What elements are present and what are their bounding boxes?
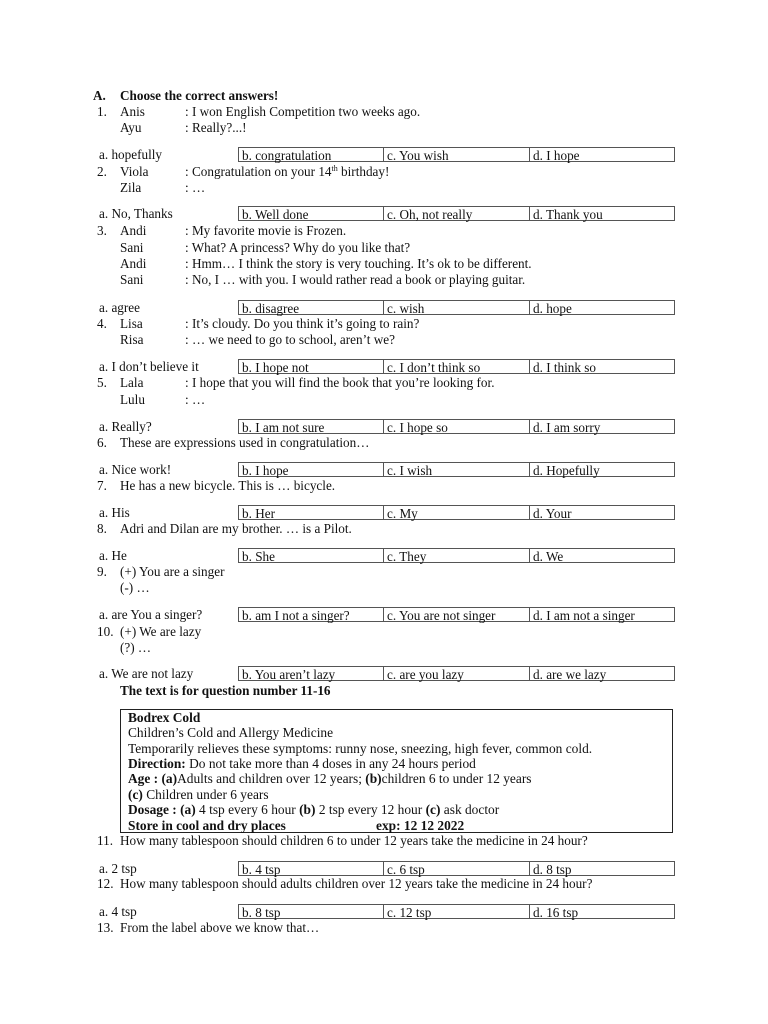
option-c[interactable]: c. I hope so	[384, 419, 530, 434]
option-c[interactable]: c. 12 tsp	[384, 904, 530, 919]
option-b[interactable]: b. I hope not	[238, 359, 384, 374]
option-d[interactable]: d. 16 tsp	[530, 904, 675, 919]
option-b[interactable]: b. I hope	[238, 462, 384, 477]
label-direction	[128, 756, 476, 772]
option-d[interactable]: d. Your	[530, 505, 675, 520]
dosage-b-text: 2 tsp every 12 hour	[315, 802, 426, 817]
speaker-name: Lisa	[120, 316, 143, 331]
medicine-label-box	[120, 709, 673, 833]
direction-label: Direction:	[128, 756, 186, 771]
label-age-c	[128, 787, 269, 803]
option-c[interactable]: c. are you lazy	[384, 666, 530, 681]
option-a[interactable]: a. Nice work!	[99, 462, 172, 477]
question-text: (+) You are a singer	[120, 564, 225, 579]
text-intro: The text is for question number 11-16	[120, 683, 331, 698]
option-b[interactable]: b. Her	[238, 505, 384, 520]
age-b-text: children 6 to under 12 years	[381, 771, 532, 786]
option-b[interactable]: b. congratulation	[238, 147, 384, 162]
label-dosage	[128, 802, 499, 818]
option-a[interactable]: a. 4 tsp	[99, 904, 137, 919]
option-d[interactable]: d. I hope	[530, 147, 675, 162]
question-number: 11.	[97, 833, 113, 848]
option-d[interactable]: d. hope	[530, 300, 675, 315]
question-number: 6.	[97, 435, 107, 450]
dialogue-text-pre: : Congratulation on your 14	[185, 164, 332, 179]
dialogue-line	[185, 164, 389, 180]
dosage-c-label: (c)	[425, 802, 441, 817]
age-a-label: (a)	[161, 771, 178, 786]
dialogue-line: : My favorite movie is Frozen.	[185, 223, 347, 238]
question-text: (+) We are lazy	[120, 624, 202, 639]
dosage-c-text: ask doctor	[440, 802, 500, 817]
label-subtitle: Children’s Cold and Allergy Medicine	[128, 725, 334, 740]
label-title: Bodrex Cold	[128, 710, 201, 725]
section-letter: A.	[93, 88, 106, 103]
question-number: 4.	[97, 316, 107, 331]
question-number: 13.	[97, 920, 114, 935]
speaker-name: Anis	[120, 104, 145, 119]
option-b[interactable]: b. You aren’t lazy	[238, 666, 384, 681]
dialogue-line: : Really?...!	[185, 120, 247, 135]
option-b[interactable]: b. She	[238, 548, 384, 563]
option-a[interactable]: a. He	[99, 548, 127, 563]
speaker-name: Ayu	[120, 120, 142, 135]
option-c[interactable]: c. You wish	[384, 147, 530, 162]
question-text: (?) …	[120, 640, 152, 655]
dialogue-line: : What? A princess? Why do you like that?	[185, 240, 411, 255]
age-c-label: (c)	[128, 787, 143, 802]
question-number: 7.	[97, 478, 107, 493]
speaker-name: Andi	[120, 223, 147, 238]
question-number: 2.	[97, 164, 107, 179]
label-store: Store in cool and dry places	[128, 818, 286, 833]
option-b[interactable]: b. Well done	[238, 206, 384, 221]
dialogue-line: : I won English Competition two weeks ago.	[185, 104, 421, 119]
speaker-name: Risa	[120, 332, 144, 347]
dialogue-line: : I hope that you will find the book that you’re looking for.	[185, 375, 495, 390]
dosage-label: Dosage :	[128, 802, 181, 817]
option-c[interactable]: c. You are not singer	[384, 607, 530, 622]
question-number: 1.	[97, 104, 107, 119]
option-d[interactable]: d. are we lazy	[530, 666, 675, 681]
question-number: 10.	[97, 624, 114, 639]
age-label: Age :	[128, 771, 162, 786]
age-c-text: Children under 6 years	[142, 787, 269, 802]
dosage-b-label: (b)	[299, 802, 316, 817]
label-age	[128, 771, 532, 787]
option-c[interactable]: c. I don’t think so	[384, 359, 530, 374]
option-d[interactable]: d. Thank you	[530, 206, 675, 221]
option-b[interactable]: b. disagree	[238, 300, 384, 315]
question-text: (-) …	[120, 580, 150, 595]
option-d[interactable]: d. I think so	[530, 359, 675, 374]
speaker-name: Lulu	[120, 392, 145, 407]
label-expiry: exp: 12 12 2022	[376, 818, 465, 833]
age-a-text: Adults and children over 12 years;	[177, 771, 366, 786]
option-c[interactable]: c. wish	[384, 300, 530, 315]
label-relief: Temporarily relieves these symptoms: runny nose, sneezing, high fever, common cold.	[128, 741, 593, 756]
option-c[interactable]: c. 6 tsp	[384, 861, 530, 876]
dialogue-line: : … we need to go to school, aren’t we?	[185, 332, 395, 347]
question-text: How many tablespoon should adults children over 12 years take the medicine in 24 hour?	[120, 876, 593, 891]
option-c[interactable]: c. Oh, not really	[384, 206, 530, 221]
question-text: How many tablespoon should children 6 to under 12 years take the medicine in 24 hour?	[120, 833, 588, 848]
option-b[interactable]: b. I am not sure	[238, 419, 384, 434]
speaker-name: Sani	[120, 240, 144, 255]
option-d[interactable]: d. 8 tsp	[530, 861, 675, 876]
option-a[interactable]: a. 2 tsp	[99, 861, 137, 876]
option-c[interactable]: c. My	[384, 505, 530, 520]
question-text: He has a new bicycle. This is … bicycle.	[120, 478, 336, 493]
speaker-name: Andi	[120, 256, 147, 271]
dialogue-line: : No, I … with you. I would rather read a book or playing guitar.	[185, 272, 526, 287]
direction-text: Do not take more than 4 doses in any 24 hours period	[185, 756, 476, 771]
speaker-name: Lala	[120, 375, 144, 390]
speaker-name: Viola	[120, 164, 149, 179]
dialogue-line: : …	[185, 392, 206, 407]
dosage-a-label: (a)	[180, 802, 196, 817]
question-number: 9.	[97, 564, 107, 579]
option-a[interactable]: a. No, Thanks	[99, 206, 173, 221]
option-a[interactable]: a. His	[99, 505, 130, 520]
option-a[interactable]: a. are You a singer?	[99, 607, 203, 622]
question-number: 8.	[97, 521, 107, 536]
option-d[interactable]: d. I am sorry	[530, 419, 675, 434]
option-a[interactable]: a. agree	[99, 300, 140, 315]
question-text: From the label above we know that…	[120, 920, 320, 935]
dosage-a-text: 4 tsp every 6 hour	[195, 802, 300, 817]
option-b[interactable]: b. 4 tsp	[238, 861, 384, 876]
dialogue-text-post: birthday!	[337, 164, 390, 179]
question-number: 3.	[97, 223, 107, 238]
speaker-name: Sani	[120, 272, 144, 287]
question-text: Adri and Dilan are my brother. … is a Pilot.	[120, 521, 352, 536]
speaker-name: Zila	[120, 180, 142, 195]
option-c[interactable]: c. I wish	[384, 462, 530, 477]
option-b[interactable]: b. 8 tsp	[238, 904, 384, 919]
option-a[interactable]: a. Really?	[99, 419, 152, 434]
option-d[interactable]: d. I am not a singer	[530, 607, 675, 622]
option-a[interactable]: a. We are not lazy	[99, 666, 194, 681]
dialogue-line: : It’s cloudy. Do you think it’s going to rain?	[185, 316, 420, 331]
question-number: 5.	[97, 375, 107, 390]
question-number: 12.	[97, 876, 114, 891]
option-c[interactable]: c. They	[384, 548, 530, 563]
section-title: Choose the correct answers!	[120, 88, 279, 103]
option-b[interactable]: b. am I not a singer?	[238, 607, 384, 622]
option-d[interactable]: d. Hopefully	[530, 462, 675, 477]
ordinal-suffix: th	[331, 164, 338, 173]
dialogue-line: : Hmm… I think the story is very touching. It’s ok to be different.	[185, 256, 532, 271]
option-a[interactable]: a. hopefully	[99, 147, 162, 162]
age-b-label: (b)	[365, 771, 382, 786]
option-a[interactable]: a. I don’t believe it	[99, 359, 199, 374]
question-text: These are expressions used in congratulation…	[120, 435, 370, 450]
option-d[interactable]: d. We	[530, 548, 675, 563]
dialogue-line: : …	[185, 180, 206, 195]
